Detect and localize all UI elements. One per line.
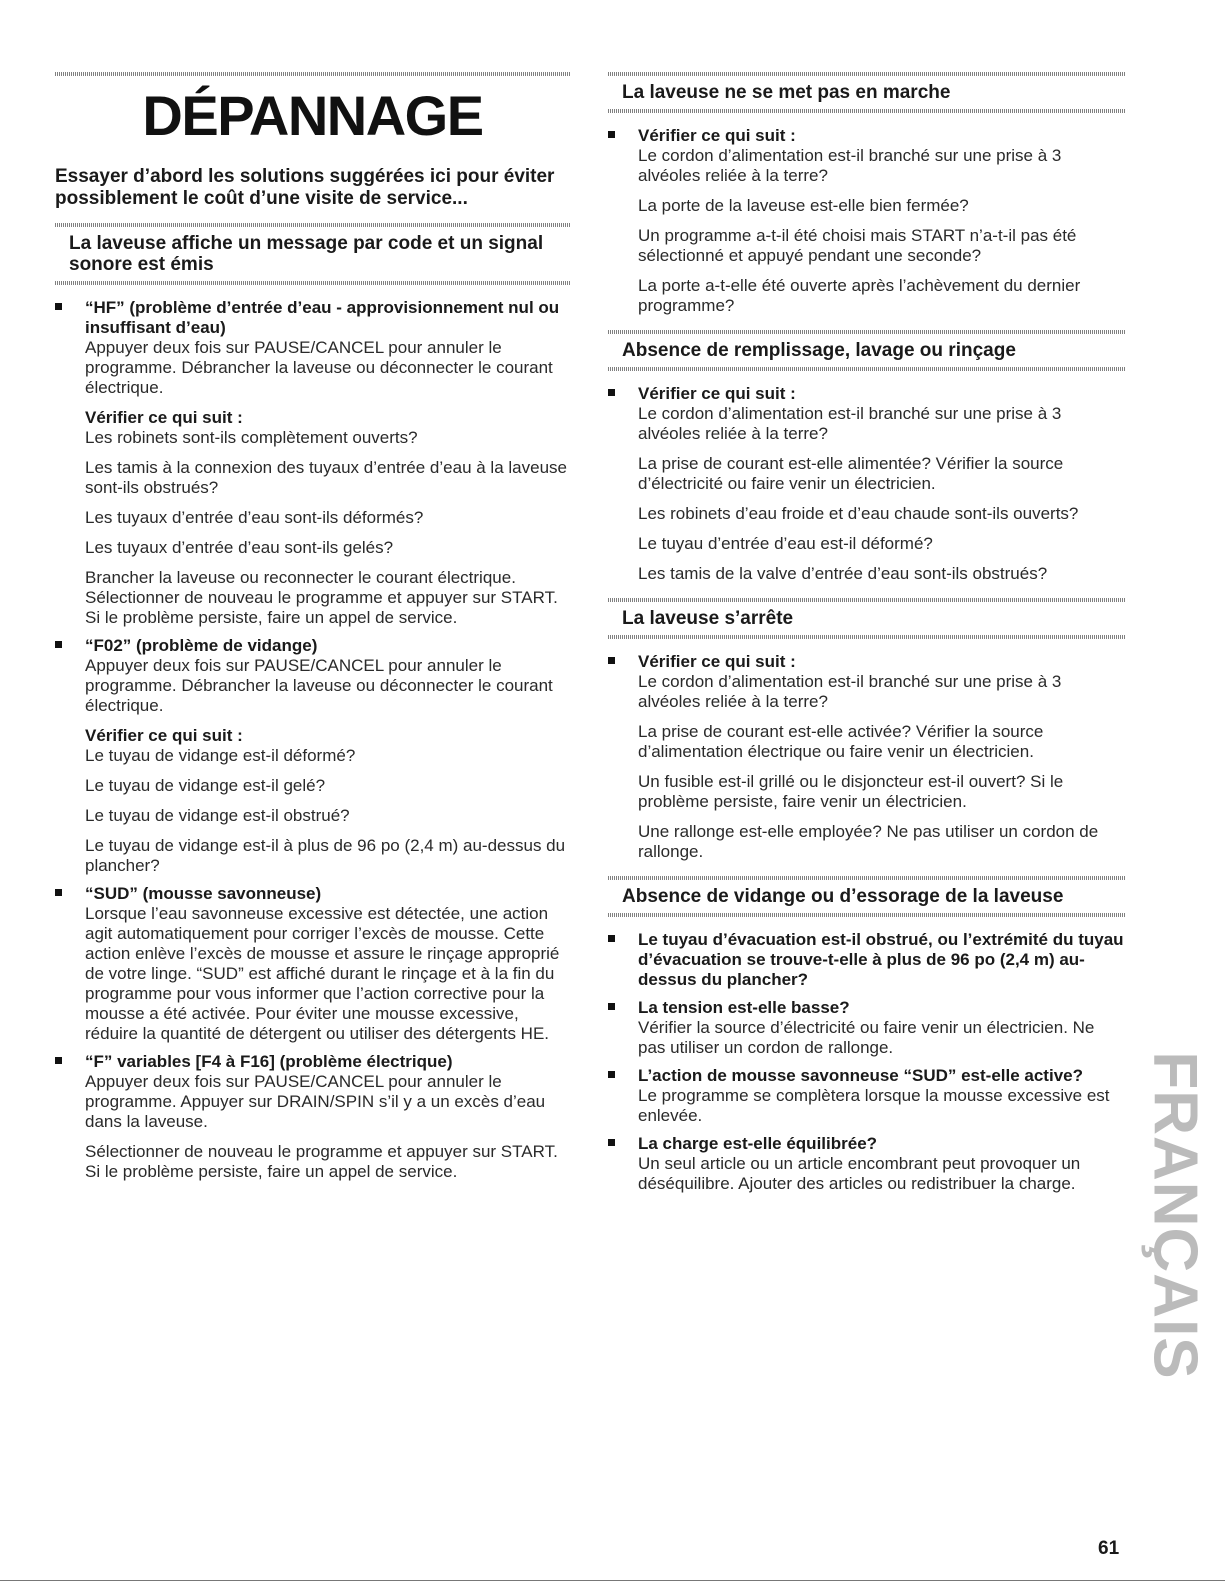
bullet [55,889,62,896]
check-line: Le tuyau de vidange est-il déformé? [85,746,356,765]
left-column [55,0,570,1182]
divider [608,109,1126,113]
bullet [55,641,62,648]
bullet [55,303,62,310]
check-line: Une rallonge est-elle employée? Ne pas utiliser un cordon de rallonge. [638,822,1099,861]
item-no-start [608,126,1126,316]
check-line: Les tuyaux d’entrée d’eau sont-ils gelés? [85,538,394,557]
page-title: DÉPANNAGE [142,84,483,147]
section-title-error-codes: La laveuse affiche un message par code et un signal sonore est émis [69,233,544,275]
check-line: La porte a-t-elle été ouverte après l’achèvement du dernier programme? [638,276,1081,315]
item-hf [55,298,570,628]
item-title: “HF” (problème d’entrée d’eau - approvisionnement nul ou insuffisant d’eau) [85,298,560,337]
item-text: Vérifier la source d’électricité ou faire venir un électricien. Ne pas utiliser un cordon de rallonge. [638,1018,1095,1057]
item-text: Appuyer deux fois sur PAUSE/CANCEL pour annuler le programme. Débrancher la laveuse ou déconnecter le courant électrique. [85,338,553,397]
item-sud [55,884,570,1044]
check-line: Le cordon d’alimentation est-il branché sur une prise à 3 alvéoles reliée à la terre? [638,146,1062,185]
section-title-stops: La laveuse s’arrête [622,608,794,629]
bullet [608,1071,615,1078]
item-no-fill [608,384,1126,584]
check-line: Le tuyau de vidange est-il gelé? [85,776,326,795]
bullet [608,389,615,396]
bullet [608,657,615,664]
check-line: La prise de courant est-elle alimentée? Vérifier la source d’électricité ou faire venir un électricien. [638,454,1064,493]
section-title-no-drain: Absence de vidange ou d’essorage de la laveuse [622,886,1064,907]
bullet [608,131,615,138]
divider [608,876,1126,880]
divider [608,598,1126,602]
divider [608,635,1126,639]
divider [55,72,570,76]
check-line: Le cordon d’alimentation est-il branché sur une prise à 3 alvéoles reliée à la terre? [638,672,1062,711]
language-label-text: FRANÇAIS [1140,1050,1210,1380]
divider [608,367,1126,371]
check-line: Brancher la laveuse ou reconnecter le courant électrique. Sélectionner de nouveau le programme et appuyer sur START. Si le problème persiste, faire un appel de service. [85,568,558,627]
check-label: Vérifier ce qui suit : [85,408,243,427]
check-label: Vérifier ce qui suit : [638,384,796,403]
item-drain-4 [608,1134,1126,1194]
item-title: “F02” (problème de vidange) [85,636,318,655]
bullet [608,1003,615,1010]
item-text: Appuyer deux fois sur PAUSE/CANCEL pour annuler le programme. Débrancher la laveuse ou déconnecter le courant électrique. [85,656,553,715]
item-drain-2 [608,998,1126,1058]
item-title: “F” variables [F4 à F16] (problème électrique) [85,1052,453,1071]
divider [608,330,1126,334]
check-line: Les tuyaux d’entrée d’eau sont-ils déformés? [85,508,424,527]
item-f02 [55,636,570,876]
check-line: Le tuyau de vidange est-il à plus de 96 po (2,4 m) au-dessus du plancher? [85,836,566,875]
item-drain-1 [608,930,1126,990]
item-text: Un seul article ou un article encombrant peut provoquer un déséquilibre. Ajouter des articles ou redistribuer la charge. [638,1154,1081,1193]
item-stops [608,652,1126,862]
check-label: Vérifier ce qui suit : [638,126,796,145]
item-title: L’action de mousse savonneuse “SUD” est-elle active? [638,1066,1083,1085]
check-label: Vérifier ce qui suit : [638,652,796,671]
check-line: Le cordon d’alimentation est-il branché sur une prise à 3 alvéoles reliée à la terre? [638,404,1062,443]
item-title: “SUD” (mousse savonneuse) [85,884,322,903]
check-line: Le tuyau d’entrée d’eau est-il déformé? [638,534,933,553]
language-side-label [1120,1050,1225,1380]
bullet [608,1139,615,1146]
check-line: La prise de courant est-elle activée? Vérifier la source d’alimentation électrique ou faire venir un électricien. [638,722,1044,761]
section-title-no-start: La laveuse ne se met pas en marche [622,82,951,103]
section-title-no-fill: Absence de remplissage, lavage ou rinçage [622,340,1016,361]
check-line: Les tamis de la valve d’entrée d’eau sont-ils obstrués? [638,564,1048,583]
item-title: La charge est-elle équilibrée? [638,1134,878,1153]
item-text: Sélectionner de nouveau le programme et appuyer sur START. Si le problème persiste, faire un appel de service. [85,1142,558,1181]
check-line: La porte de la laveuse est-elle bien fermée? [638,196,969,215]
item-title: La tension est-elle basse? [638,998,850,1017]
divider [608,72,1126,76]
divider [55,281,570,285]
item-text: Le programme se complètera lorsque la mousse excessive est enlevée. [638,1086,1110,1125]
divider [55,223,570,227]
item-text: Appuyer deux fois sur PAUSE/CANCEL pour annuler le programme. Appuyer sur DRAIN/SPIN s’il y a un excès d’eau dans la laveuse. [85,1072,546,1131]
check-label: Vérifier ce qui suit : [85,726,243,745]
bullet [55,1057,62,1064]
page-bottom-edge [0,1580,1225,1581]
intro-text: Essayer d’abord les solutions suggérées ici pour éviter possiblement le coût d’une visite de service... [55,166,555,209]
item-f-variables [55,1052,570,1182]
item-title: Le tuyau d’évacuation est-il obstrué, ou l’extrémité du tuyau d’évacuation se trouve-t-elle à plus de 96 po (2,4 m) au-dessus du plancher? [638,930,1124,989]
right-column [608,0,1126,1194]
check-line: Le tuyau de vidange est-il obstrué? [85,806,350,825]
item-text: Lorsque l’eau savonneuse excessive est détectée, une action agit automatiquement pour corriger l’excès de mousse. Cette action enlève l’excès de mousse et assure le rinçage approprié de votre linge. “SUD” est affiché durant le rinçage et à la fin du programme pour vous informer que l’action corrective pour la mousse a été activée. Pour éviter une mousse excessive, réduire la quantité de détergent ou utiliser des détergents HE. [85,904,560,1043]
check-line: Les tamis à la connexion des tuyaux d’entrée d’eau à la laveuse sont-ils obstrués? [85,458,567,497]
check-line: Un programme a-t-il été choisi mais START n’a-t-il pas été sélectionné et appuyé pendant une seconde? [638,226,1077,265]
page-number: 61 [1098,1538,1120,1559]
check-line: Les robinets sont-ils complètement ouverts? [85,428,418,447]
divider [608,913,1126,917]
bullet [608,935,615,942]
check-line: Les robinets d’eau froide et d’eau chaude sont-ils ouverts? [638,504,1079,523]
item-drain-3 [608,1066,1126,1126]
check-line: Un fusible est-il grillé ou le disjoncteur est-il ouvert? Si le problème persiste, faire venir un électricien. [638,772,1064,811]
